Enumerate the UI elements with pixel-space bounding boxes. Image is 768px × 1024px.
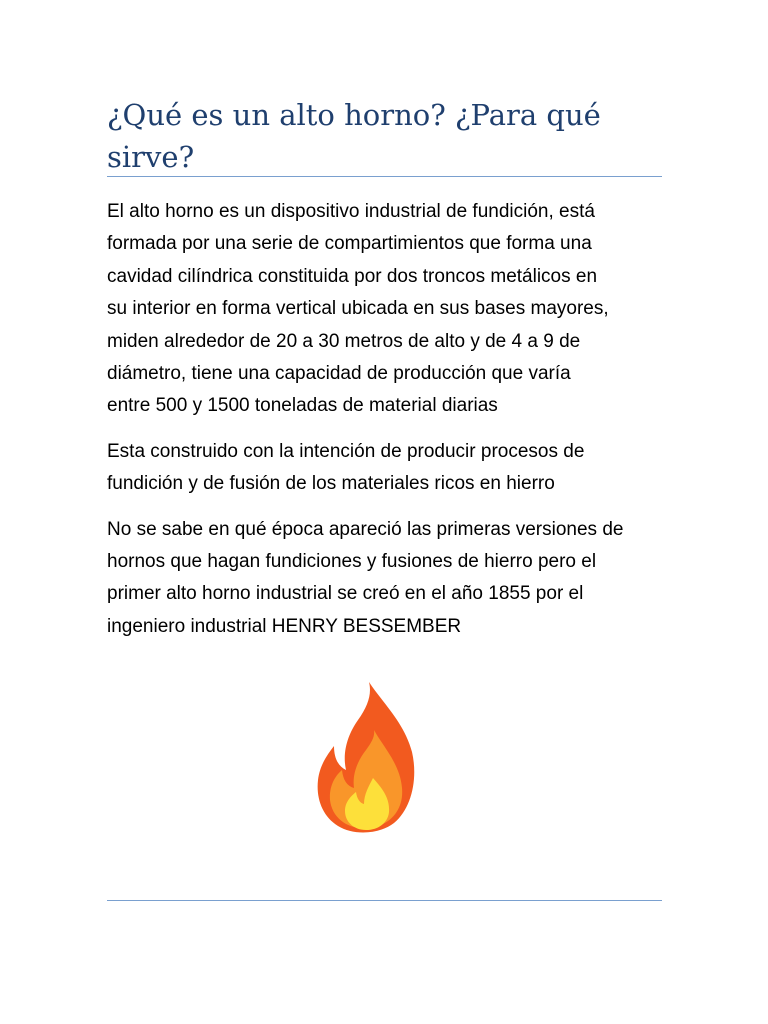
paragraph-line: Esta construido con la intención de producir procesos de: [107, 440, 585, 462]
paragraph-line: hornos que hagan fundiciones y fusiones de hierro pero el: [107, 551, 597, 573]
document-title: ¿Qué es un alto horno? ¿Para qué sirve?: [107, 98, 601, 174]
paragraph-line: fundición y de fusión de los materiales ricos en hierro: [107, 473, 555, 495]
paragraph-line: diámetro, tiene una capacidad de producción que varía: [107, 363, 571, 385]
paragraph-history: [107, 514, 672, 644]
fire-icon: [272, 660, 460, 850]
paragraph-line: su interior en forma vertical ubicada en sus bases mayores,: [107, 298, 609, 320]
paragraph-line: entre 500 y 1500 toneladas de material diarias: [107, 395, 498, 417]
paragraph-line: miden alrededor de 20 a 30 metros de alto y de 4 a 9 de: [107, 330, 581, 352]
fire-illustration: [272, 660, 460, 850]
paragraph-line: primer alto horno industrial se creó en el año 1855 por el: [107, 583, 584, 605]
document-body: [107, 196, 672, 656]
paragraph-definition: [107, 196, 672, 423]
paragraph-line: cavidad cilíndrica constituida por dos troncos metálicos en: [107, 265, 598, 287]
paragraph-line: El alto horno es un dispositivo industrial de fundición, está: [107, 201, 595, 222]
title-underline-divider: [107, 176, 662, 177]
paragraph-line: ingeniero industrial HENRY BESSEMBER: [107, 615, 462, 637]
footer-divider: [107, 900, 662, 901]
paragraph-line: No se sabe en qué época apareció las primeras versiones de: [107, 518, 624, 540]
paragraph-purpose: [107, 436, 672, 501]
paragraph-line: formada por una serie de compartimientos que forma una: [107, 233, 592, 255]
